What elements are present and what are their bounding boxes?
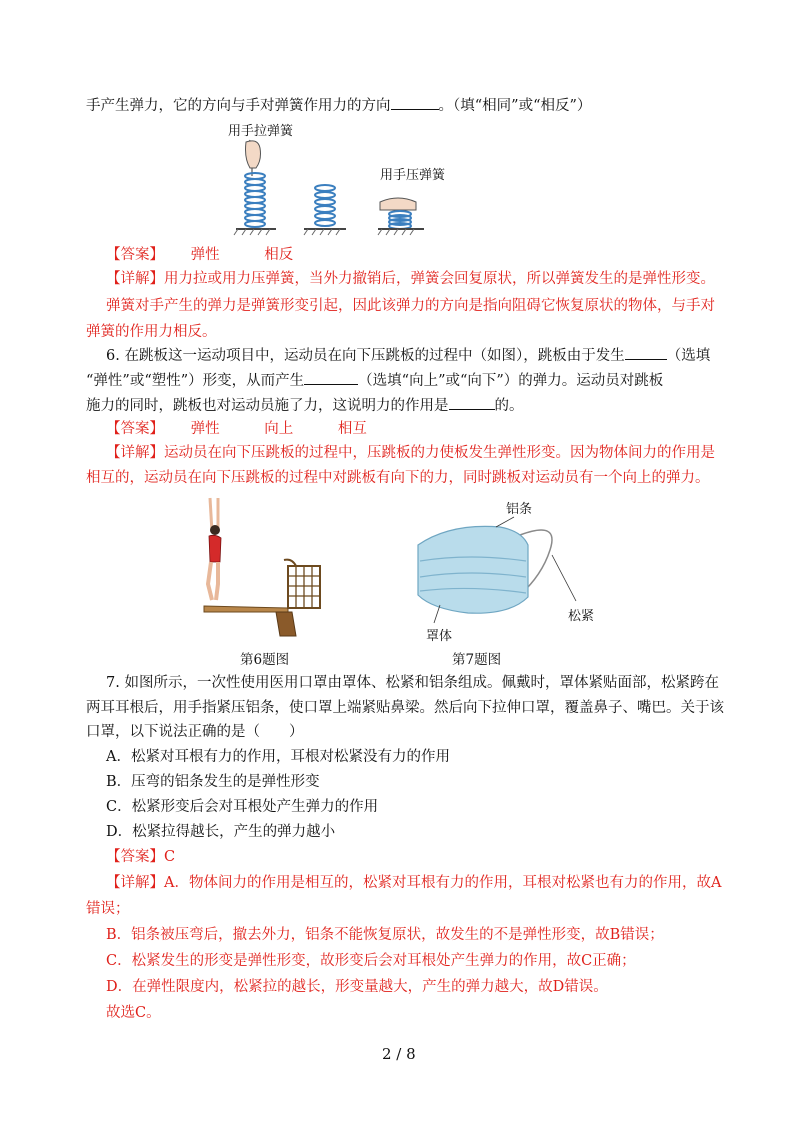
caption-fig6: 第6题图 xyxy=(240,652,290,668)
q6-text: （选填“向上”或“向下”）的弹力。运动员对跳板 xyxy=(358,373,664,389)
q5-detail-line3: 弹簧的作用力相反。 xyxy=(86,324,217,340)
caption-fig7: 第7题图 xyxy=(452,652,502,668)
q7-option-d: D．松紧拉得越长，产生的弹力越小 xyxy=(106,824,336,840)
diver-figure xyxy=(196,496,326,640)
q7-conclusion: 故选C。 xyxy=(106,1005,161,1021)
q7-line3: 口罩，以下说法正确的是（ ） xyxy=(86,724,304,740)
detail-tag: 【详解】 xyxy=(106,271,164,287)
label-pull-spring: 用手拉弹簧 xyxy=(228,124,294,139)
q6-answer xyxy=(106,419,367,439)
intro-line xyxy=(86,95,591,116)
q7-detail-line3: B．铝条被压弯后，撤去外力，铝条不能恢复原状，故发生的不是弹性形变，故B错误； xyxy=(106,927,664,943)
page-number: 2 / 8 xyxy=(382,1045,416,1063)
q6-line1 xyxy=(106,345,710,366)
answer-tag: 【答案】 xyxy=(106,849,164,865)
label-body: 罩体 xyxy=(426,629,453,644)
detail-text: 运动员在向下压跳板的过程中，压跳板的力使板发生弹性形变。因为物体间力的作用是 xyxy=(164,445,715,461)
q7-detail-line2: 错误； xyxy=(86,901,130,917)
q7-option-a: A．松紧对耳根有力的作用，耳根对松紧没有力的作用 xyxy=(106,749,450,765)
answer-1: 弹性 xyxy=(190,247,220,263)
q6-detail-line2: 相互的，运动员在向下压跳板的过程中对跳板有向下的力，同时跳板对运动员有一个向上的弹力。 xyxy=(86,470,710,486)
answer-blank xyxy=(304,370,358,385)
springs-figure xyxy=(228,138,438,240)
q6-text: 的。 xyxy=(494,398,524,414)
q7-detail-line4: C．松紧发生的形变是弹性形变，故形变后会对耳根处产生弹力的作用，故C正确； xyxy=(106,953,636,969)
intro-text: 手产生弹力，它的方向与手对弹簧作用力的方向 xyxy=(86,98,391,114)
q7-option-b: B．压弯的铝条发生的是弹性形变 xyxy=(106,774,320,790)
q5-answer xyxy=(106,245,293,265)
q6-detail-line1 xyxy=(106,443,715,463)
answer-tag: 【答案】 xyxy=(106,247,164,263)
q6-text: （选填 xyxy=(666,348,711,364)
q7-line1: 7. 如图所示，一次性使用医用口罩由罩体、松紧和铝条组成。佩戴时，罩体紧贴面部，松紧跨在 xyxy=(106,675,719,691)
detail-text: 用力拉或用力压弹簧，当外力撤销后，弹簧会回复原状，所以弹簧发生的是弹性形变。 xyxy=(164,271,715,287)
label-elastic: 松紧 xyxy=(568,609,595,624)
answer-blank xyxy=(391,95,439,110)
q5-detail-line1 xyxy=(106,269,715,289)
q5-detail-line2: 弹簧对手产生的弹力是弹簧形变引起，因此该弹力的方向是指向阻碍它恢复原状的物体，与手对 xyxy=(106,298,715,314)
q6-line3 xyxy=(86,395,524,416)
q7-detail-line1 xyxy=(106,873,721,893)
answer-tag: 【答案】 xyxy=(106,421,164,437)
answer-3: 相互 xyxy=(337,421,367,437)
intro-hint: 。（填“相同”或“相反”） xyxy=(438,98,592,114)
q7-answer xyxy=(106,847,175,867)
mask-figure xyxy=(410,505,590,630)
label-press-spring: 用手压弹簧 xyxy=(380,168,446,183)
q6-line2 xyxy=(86,370,663,391)
answer-value: C xyxy=(164,849,176,865)
q6-text: “弹性”或“塑性”）形变，从而产生 xyxy=(86,373,305,389)
detail-tag: 【详解】 xyxy=(106,875,164,891)
q6-text: 施力的同时，跳板也对运动员施了力，这说明力的作用是 xyxy=(86,398,449,414)
answer-2: 向上 xyxy=(264,421,294,437)
answer-1: 弹性 xyxy=(190,421,220,437)
answer-2: 相反 xyxy=(264,247,294,263)
detail-tag: 【详解】 xyxy=(106,445,164,461)
answer-blank xyxy=(449,395,495,410)
q7-option-c: C．松紧形变后会对耳根处产生弹力的作用 xyxy=(106,799,379,815)
detail-text: A．物体间力的作用是相互的，松紧对耳根有力的作用，耳根对松紧也有力的作用，故A xyxy=(164,875,722,891)
q7-detail-line5: D．在弹性限度内，松紧拉的越长，形变量越大，产生的弹力越大，故D错误。 xyxy=(106,979,608,995)
q6-text: 6. 在跳板这一运动项目中，运动员在向下压跳板的过程中（如图），跳板由于发生 xyxy=(106,348,625,364)
answer-blank xyxy=(625,345,667,360)
q7-line2: 两耳耳根后，用手指紧压铝条，使口罩上端紧贴鼻梁。然后向下拉伸口罩，覆盖鼻子、嘴巴。关于该 xyxy=(86,700,724,716)
label-aluminum: 铝条 xyxy=(506,502,533,517)
